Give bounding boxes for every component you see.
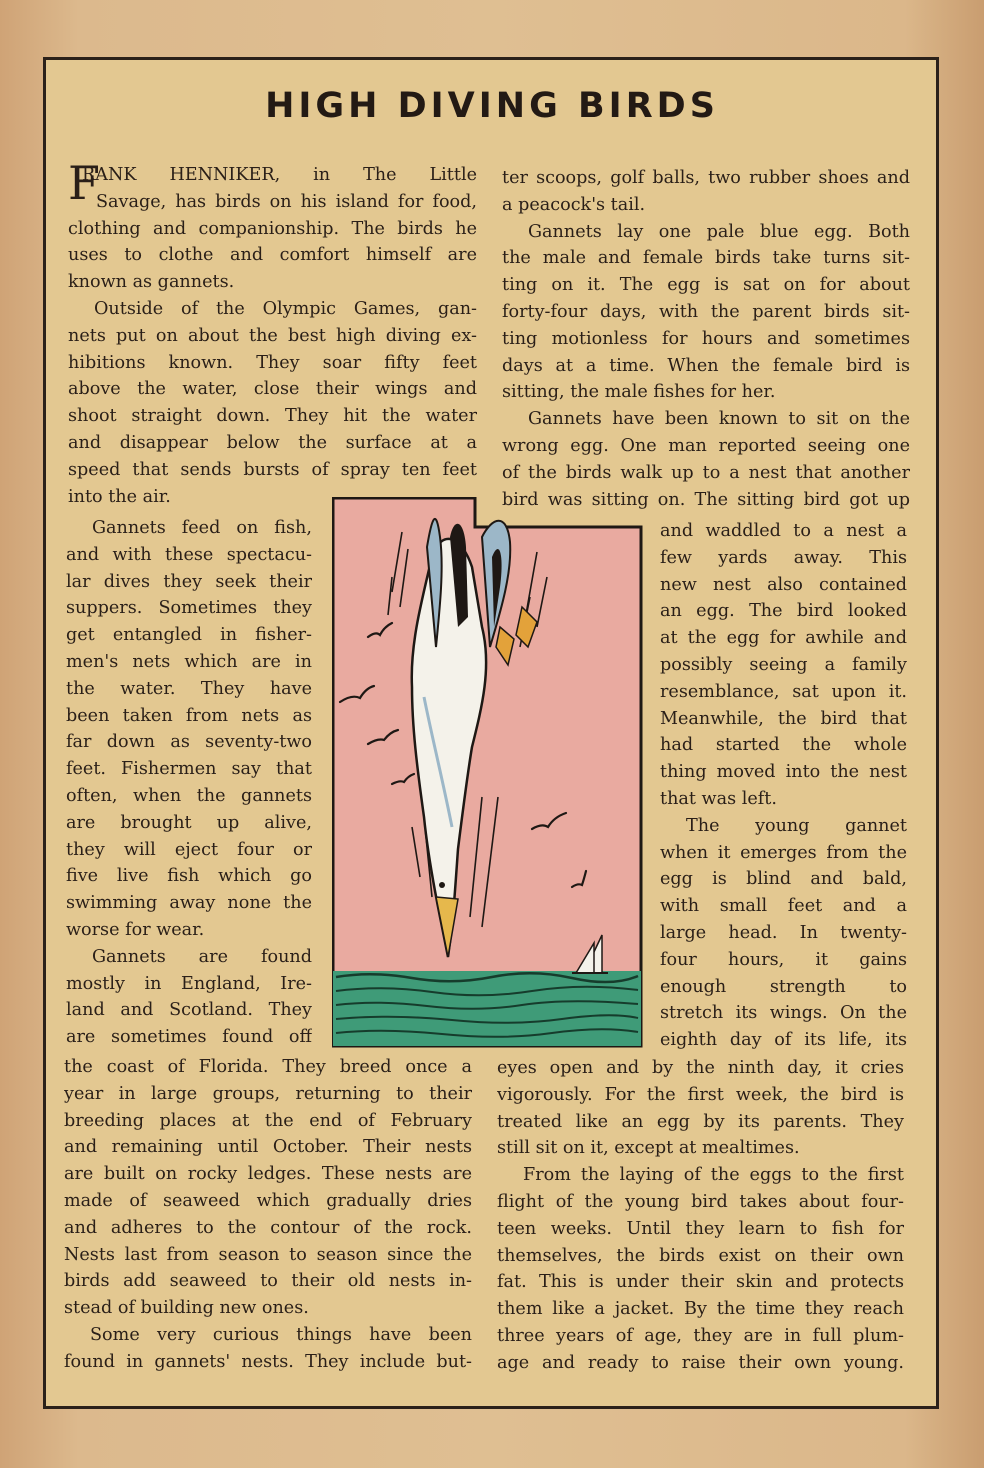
text-line: Nests last from season to season since the xyxy=(64,1244,472,1265)
text-line: Gannets have been known to sit on the xyxy=(528,409,910,430)
text-line: shoot straight down. They hit the water xyxy=(68,406,477,427)
text-line: ter scoops, golf balls, two rubber shoes and xyxy=(502,168,910,188)
text-line: enough strength to xyxy=(660,976,907,997)
text-line: above the water, close their wings and xyxy=(68,379,477,400)
text-line: are brought up alive, xyxy=(66,812,312,833)
text-line: nets put on about the best high diving ex- xyxy=(68,325,477,346)
text-line: them like a jacket. By the time they reach xyxy=(497,1299,904,1320)
text-line: The young gannet xyxy=(686,815,907,836)
text-line: teen weeks. Until they learn to fish for xyxy=(497,1218,904,1239)
text-line: wrong egg. One man reported seeing one xyxy=(502,435,910,456)
text-line: eighth day of its life, its xyxy=(660,1030,907,1051)
text-line: the male and female birds take turns sit- xyxy=(502,248,910,269)
text-line: Some very curious things have been xyxy=(90,1324,472,1345)
text-line: large head. In twenty- xyxy=(660,922,907,943)
left-column-bottom xyxy=(64,1054,472,1376)
text-line: and remaining until October. Their nests xyxy=(64,1137,472,1158)
text-line: three years of age, they are in full plum- xyxy=(497,1325,904,1346)
left-column-top xyxy=(68,156,477,510)
text-line: stretch its wings. On the xyxy=(660,1003,907,1024)
text-line: Gannets lay one pale blue egg. Both xyxy=(528,221,910,242)
text-line: eyes open and by the ninth day, it cries xyxy=(497,1058,904,1078)
text-line: four hours, it gains xyxy=(660,949,907,970)
text-line: when it emerges from the xyxy=(660,842,907,863)
text-line: land and Scotland. They xyxy=(66,1000,312,1021)
text-line: been taken from nets as xyxy=(66,705,312,726)
text-line: of the birds walk up to a nest that another xyxy=(502,462,910,483)
text-line: sitting, the male fishes for her. xyxy=(502,382,776,403)
page-title: HIGH DIVING BIRDS xyxy=(265,86,719,126)
text-line: the water. They have xyxy=(66,678,312,699)
text-line: thing moved into the nest xyxy=(660,762,907,783)
text-line: Savage, has birds on his island for food, xyxy=(96,191,477,212)
text-line: at the egg for awhile and xyxy=(660,628,907,649)
text-line: made of seaweed which gradually dries xyxy=(64,1190,472,1211)
text-line: uses to clothe and comfort himself are xyxy=(68,245,477,266)
text-line: flight of the young bird takes about four- xyxy=(497,1191,904,1212)
text-line: lar dives they seek their xyxy=(66,571,312,592)
text-line: forty-four days, with the parent birds sit- xyxy=(502,301,910,322)
text-line: and waddled to a nest a xyxy=(660,521,907,541)
text-line: days at a time. When the female bird is xyxy=(502,355,910,376)
text-line: far down as seventy-two xyxy=(66,732,312,753)
text-line: ting on it. The egg is sat on for about xyxy=(502,275,910,296)
text-line: the coast of Florida. They breed once a xyxy=(64,1057,472,1077)
text-line: found in gannets' nests. They include but- xyxy=(64,1351,472,1372)
text-line: RANK HENNIKER, in The Little xyxy=(82,165,477,185)
text-line: Gannets feed on fish, xyxy=(92,518,312,538)
text-line: stead of building new ones. xyxy=(64,1298,309,1319)
text-line: and disappear below the surface at a xyxy=(68,432,477,453)
text-line: five live fish which go xyxy=(66,866,312,887)
sea-waves xyxy=(333,971,641,1046)
text-line: get entangled in fisher- xyxy=(66,625,312,646)
text-line: feet. Fishermen say that xyxy=(66,759,312,780)
text-line: fat. This is under their skin and protects xyxy=(497,1272,904,1293)
text-line: and with these spectacu- xyxy=(66,544,312,565)
text-line: known as gannets. xyxy=(68,272,235,293)
text-line: speed that sends bursts of spray ten feet xyxy=(68,459,477,480)
text-line: still sit on it, except at mealtimes. xyxy=(497,1138,800,1159)
text-line: year in large groups, returning to their xyxy=(64,1083,472,1104)
text-line: age and ready to raise their own young. xyxy=(497,1352,904,1373)
drop-cap: F xyxy=(68,156,100,210)
text-line: are sometimes found off xyxy=(66,1027,312,1048)
text-line: breeding places at the end of February xyxy=(64,1110,472,1131)
text-line: possibly seeing a family xyxy=(660,654,907,675)
text-line: and adheres to the contour of the rock. xyxy=(64,1217,472,1238)
text-line: that was left. xyxy=(660,788,777,809)
text-line: From the laying of the eggs to the first xyxy=(523,1165,904,1186)
text-line: are built on rocky ledges. These nests are xyxy=(64,1164,472,1185)
text-line: egg is blind and bald, xyxy=(660,869,907,890)
text-line: into the air. xyxy=(68,486,171,507)
text-line: treated like an egg by its parents. They xyxy=(497,1111,904,1132)
text-line: Gannets are found xyxy=(92,946,312,967)
text-line: Meanwhile, the bird that xyxy=(660,708,907,729)
text-line: vigorously. For the first week, the bird is xyxy=(497,1084,904,1105)
left-column-narrow xyxy=(66,515,312,1051)
text-line: clothing and companionship. The birds he xyxy=(68,218,477,239)
text-line: men's nets which are in xyxy=(66,651,312,672)
text-line: they will eject four or xyxy=(66,839,312,860)
text-line: had started the whole xyxy=(660,735,907,756)
right-column-bottom xyxy=(497,1055,904,1377)
text-line: worse for wear. xyxy=(66,919,205,940)
text-line: a peacock's tail. xyxy=(502,194,646,215)
text-line: new nest also contained xyxy=(660,574,907,595)
diving-gannet-illustration xyxy=(332,497,644,1049)
text-line: an egg. The bird looked xyxy=(660,601,907,622)
text-line: often, when the gannets xyxy=(66,785,312,806)
text-line: ting motionless for hours and sometimes xyxy=(502,328,910,349)
text-line: resemblance, sat upon it. xyxy=(660,681,907,702)
text-line: few yards away. This xyxy=(660,547,907,568)
text-line: birds add seaweed to their old nests in- xyxy=(64,1271,472,1292)
right-column-narrow xyxy=(660,518,907,1054)
text-line: with small feet and a xyxy=(660,896,907,917)
right-column-top xyxy=(502,165,910,513)
text-line: mostly in England, Ire- xyxy=(66,973,312,994)
text-line: suppers. Sometimes they xyxy=(66,598,312,619)
text-line: bird was sitting on. The sitting bird got up xyxy=(502,489,910,510)
text-line: hibitions known. They soar fifty feet xyxy=(68,352,477,373)
text-line: themselves, the birds exist on their own xyxy=(497,1245,904,1266)
text-line: swimming away none the xyxy=(66,893,312,914)
text-line: Outside of the Olympic Games, gan- xyxy=(94,298,477,319)
